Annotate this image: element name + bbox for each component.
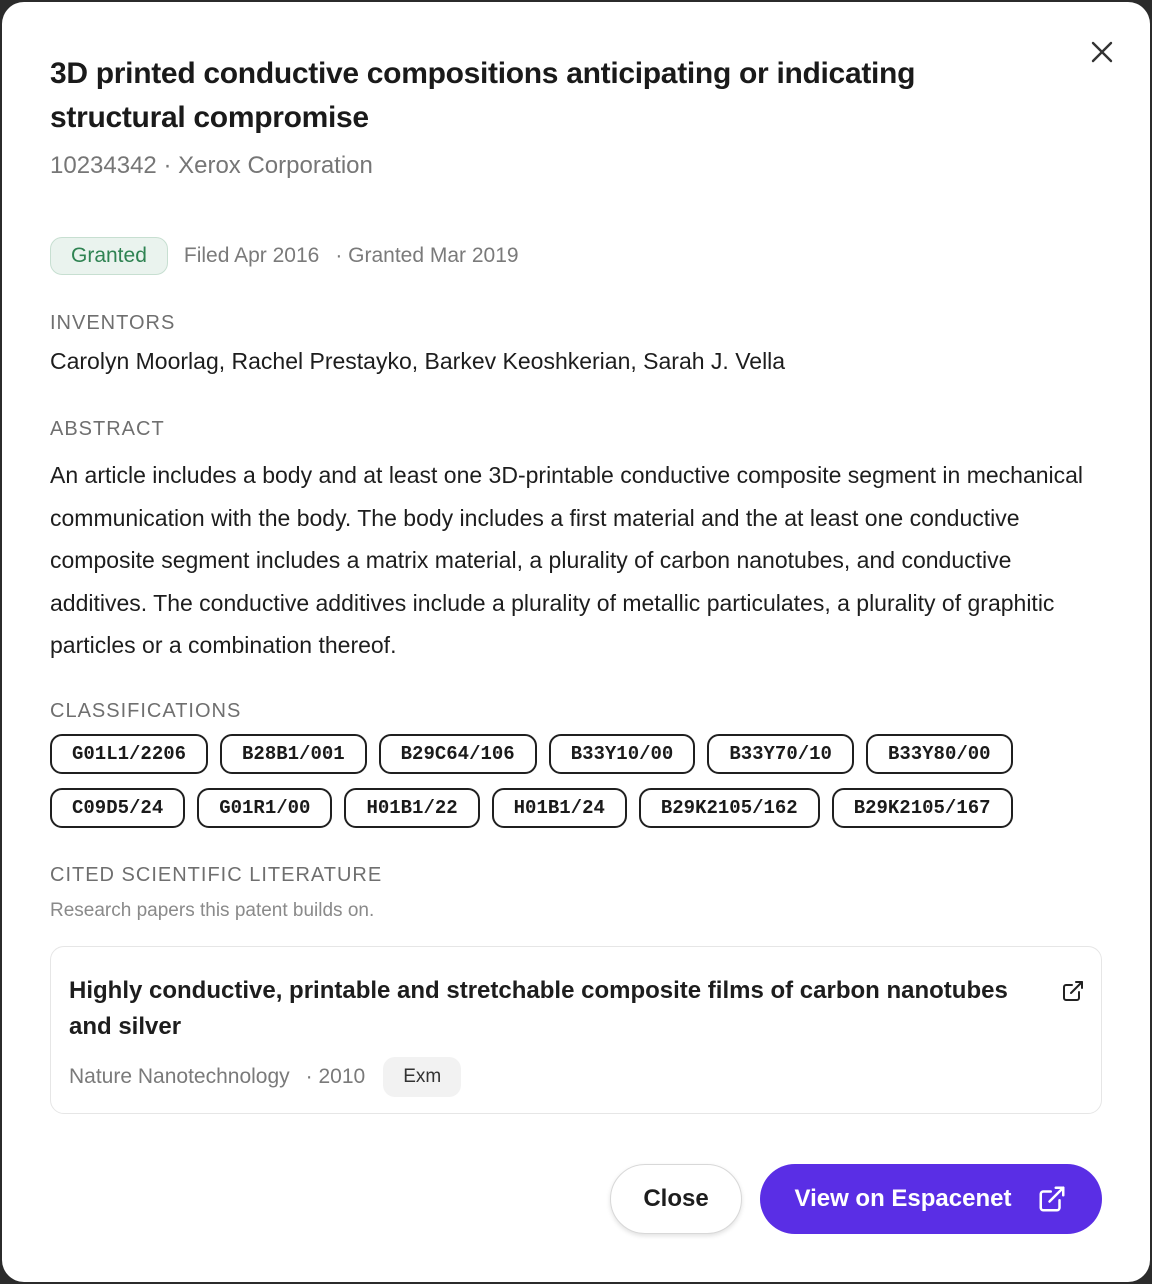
classification-chip[interactable]: C09D5/24	[50, 788, 185, 828]
status-badge: Granted	[50, 237, 168, 275]
external-link-icon	[1037, 1184, 1067, 1214]
patent-number-assignee: 10234342 · Xerox Corporation	[50, 152, 373, 179]
view-espacenet-button[interactable]	[760, 1164, 1102, 1234]
classification-chip[interactable]: B29K2105/167	[832, 788, 1013, 828]
filed-date: Filed Apr 2016	[183, 244, 320, 267]
literature-meta	[69, 1057, 461, 1097]
classification-chip[interactable]: B29K2105/162	[639, 788, 820, 828]
status-row	[50, 237, 519, 275]
abstract-text: An article includes a body and at least one 3D-printable conductive composite segment in mechanical communication with the body. The body includes a first material and the at least one conductive composite segment includes a matrix material, a plurality of carbon nanotubes, and conductive additives. The conductive additives include a plurality of metallic particulates, a plurality of graphitic particles or a combination thereof.	[50, 462, 1084, 658]
inventors-label: INVENTORS	[50, 312, 176, 334]
classification-chip[interactable]: H01B1/24	[492, 788, 627, 828]
literature-hint: Research papers this patent builds on.	[50, 900, 375, 921]
chip-row	[50, 788, 1110, 828]
chip-row	[50, 734, 1110, 774]
classification-chip[interactable]: G01R1/00	[197, 788, 332, 828]
granted-date: · Granted Mar 2019	[335, 244, 519, 267]
classification-chip[interactable]: G01L1/2206	[50, 734, 208, 774]
inventors-list: Carolyn Moorlag, Rachel Prestayko, Barkev Keoshkerian, Sarah J. Vella	[50, 348, 786, 374]
classification-chip[interactable]: H01B1/22	[344, 788, 479, 828]
close-icon[interactable]	[1088, 38, 1116, 66]
literature-journal: Nature Nanotechnology	[69, 1065, 290, 1088]
literature-card[interactable]	[50, 946, 1102, 1114]
abstract-label: ABSTRACT	[50, 418, 165, 440]
patent-title: 3D printed conductive compositions anticipating or indicating structural compromise	[50, 57, 916, 134]
classification-chips	[50, 734, 1110, 842]
classification-chip[interactable]: B33Y80/00	[866, 734, 1013, 774]
classification-chip[interactable]: B29C64/106	[379, 734, 537, 774]
patent-detail-modal	[2, 2, 1150, 1282]
literature-label: CITED SCIENTIFIC LITERATURE	[50, 864, 383, 886]
classifications-label: CLASSIFICATIONS	[50, 700, 242, 722]
classification-chip[interactable]: B33Y70/10	[707, 734, 854, 774]
close-button[interactable]: Close	[610, 1164, 742, 1234]
literature-year: · 2010	[305, 1065, 366, 1088]
classification-chip[interactable]: B33Y10/00	[549, 734, 696, 774]
view-espacenet-label: View on Espacenet	[794, 1185, 1012, 1212]
literature-tag: Exm	[383, 1057, 461, 1097]
classification-chip[interactable]: B28B1/001	[220, 734, 367, 774]
external-link-icon[interactable]	[1061, 979, 1085, 1003]
literature-title[interactable]: Highly conductive, printable and stretchable composite films of carbon nanotubes and silver	[69, 977, 1008, 1040]
